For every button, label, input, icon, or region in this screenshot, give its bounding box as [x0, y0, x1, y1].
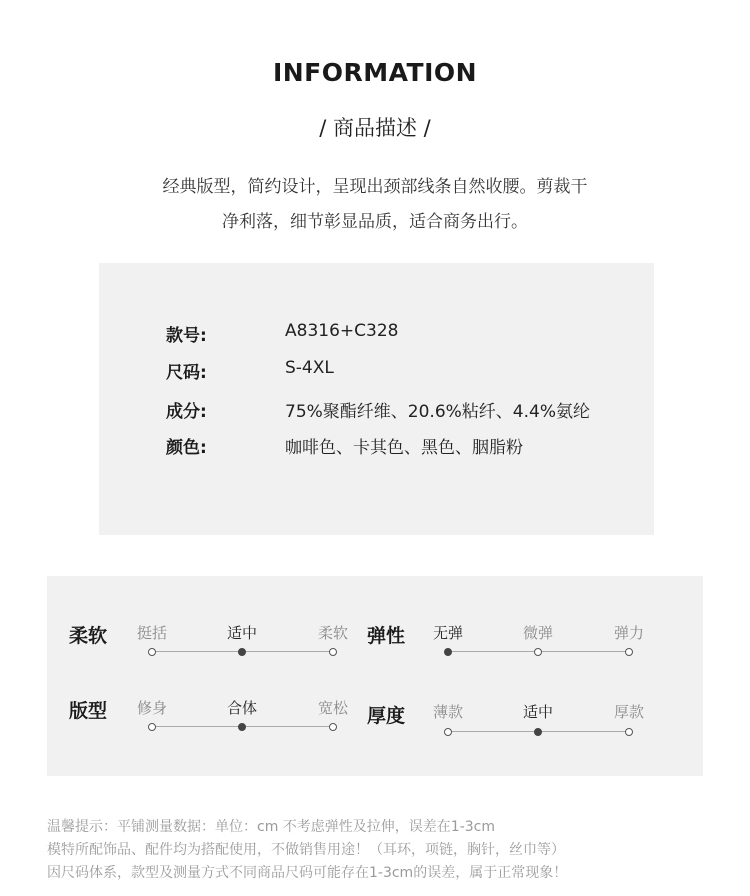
scale-option-fit: 宽松	[317, 699, 349, 717]
scale-option-fit: 修身	[136, 699, 168, 717]
note-line: 模特所配饰品、配件均为搭配使用，不做销售用途！（耳环，项链，胸针，丝巾等）	[47, 842, 565, 858]
info-value: 咖啡色、卡其色、黑色、胭脂粉	[285, 438, 523, 458]
section-subtitle: / 商品描述 /	[319, 116, 431, 140]
attr-label-elasticity: 弹性	[367, 625, 406, 647]
scale-marker	[329, 648, 337, 656]
product-info-panel	[99, 263, 654, 535]
description-line-1: 经典版型，简约设计，呈现出颈部线条自然收腰。剪裁干	[162, 177, 588, 197]
info-key: 款号:	[166, 326, 207, 346]
info-row-style-number	[99, 321, 654, 347]
attr-label-thickness: 厚度	[367, 705, 406, 727]
info-value: A8316+C328	[285, 321, 399, 341]
scale-option-thickness: 适中	[522, 703, 554, 721]
attr-label-softness: 柔软	[69, 625, 108, 647]
attr-label-fit: 版型	[69, 700, 108, 722]
scale-option-thickness: 厚款	[613, 703, 645, 721]
scale-marker	[534, 648, 542, 656]
info-row-color	[99, 433, 654, 459]
scale-option-elasticity: 无弹	[432, 624, 464, 642]
info-value: 75%聚酯纤维、20.6%粘纤、4.4%氨纶	[285, 402, 590, 422]
scale-marker-selected	[238, 723, 246, 731]
scale-marker	[148, 648, 156, 656]
description-line-2: 净利落，细节彰显品质，适合商务出行。	[222, 212, 528, 232]
scale-marker-selected	[534, 728, 542, 736]
page-title: INFORMATION	[272, 58, 478, 87]
scale-option-fit: 合体	[226, 699, 258, 717]
info-row-size	[99, 358, 654, 384]
scale-marker	[444, 728, 452, 736]
attribute-scales-panel	[47, 576, 703, 776]
info-key: 颜色:	[166, 438, 207, 458]
note-line: 因尺码体系，款型及测量方式不同商品尺码可能存在1-3cm的误差，属于正常现象！	[47, 865, 568, 881]
info-key: 成分:	[166, 402, 207, 422]
scale-option-softness: 柔软	[317, 624, 349, 642]
scale-option-elasticity: 微弹	[522, 624, 554, 642]
scale-marker-selected	[238, 648, 246, 656]
scale-marker	[148, 723, 156, 731]
scale-option-thickness: 薄款	[432, 703, 464, 721]
scale-marker	[329, 723, 337, 731]
scale-marker-selected	[444, 648, 452, 656]
scale-option-softness: 挺括	[136, 624, 168, 642]
scale-option-elasticity: 弹力	[613, 624, 645, 642]
tips-notes	[47, 816, 727, 885]
note-line: 温馨提示：平铺测量数据：单位：cm 不考虑弹性及拉伸，误差在1-3cm	[47, 819, 495, 835]
info-row-composition	[99, 397, 654, 423]
scale-marker	[625, 728, 633, 736]
scale-marker	[625, 648, 633, 656]
scale-option-softness: 适中	[226, 624, 258, 642]
info-key: 尺码:	[166, 363, 207, 383]
info-value: S-4XL	[285, 358, 334, 378]
